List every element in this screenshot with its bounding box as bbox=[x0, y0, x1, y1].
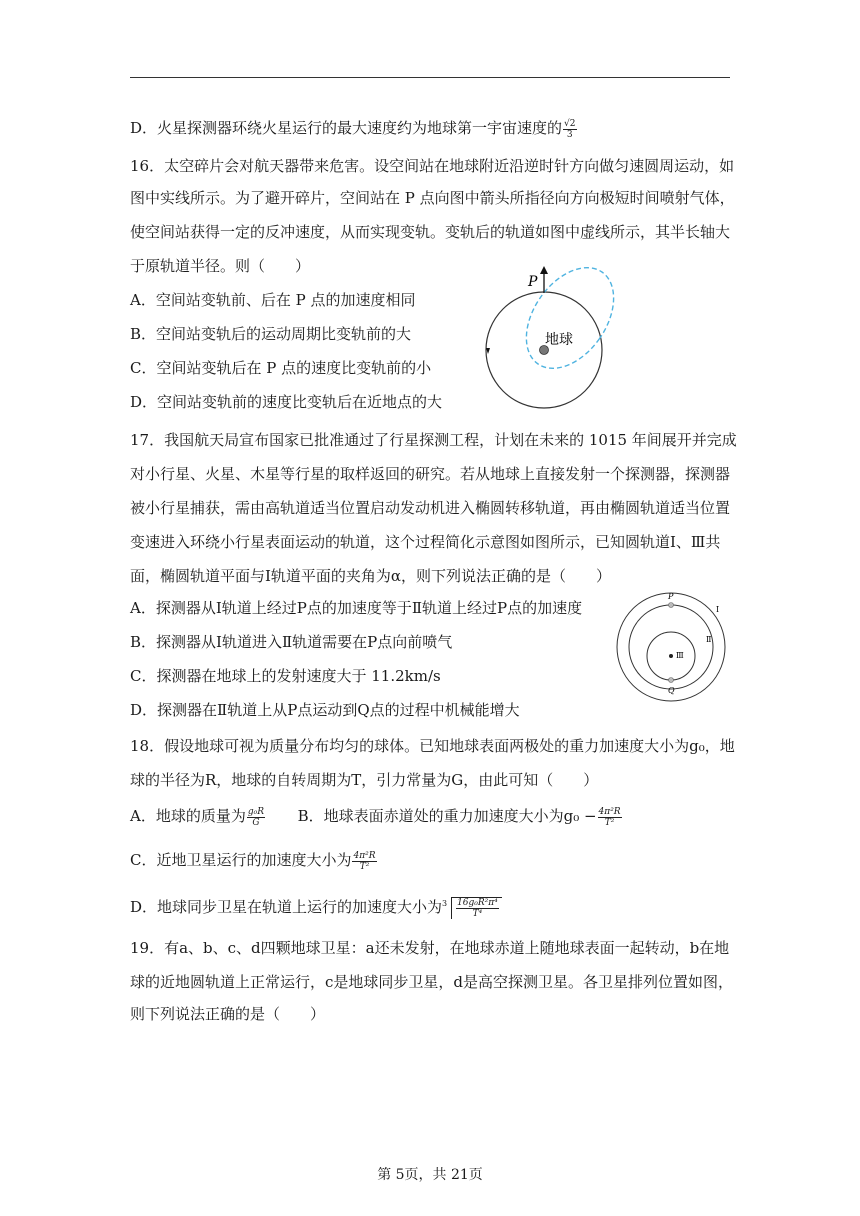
q18-option-c-fraction: $\frac{\text{4π²R}}{\text{T²}}$ bbox=[353, 850, 376, 872]
header-rule bbox=[130, 77, 730, 78]
q17-stem-line3: 被小行星捕获，需由高轨道适当位置启动发动机进入椭圆转移轨道，再由椭圆轨道适当位置 bbox=[130, 499, 731, 517]
q16-label-earth: 地球 bbox=[545, 332, 573, 348]
q17-option-b: B．探测器从Ⅰ轨道进入Ⅱ轨道需要在P点向前喷气 bbox=[130, 633, 453, 651]
q17-stem-line4: 变速进入环绕小行星表面运动的轨道，这个过程简化示意图如图所示，已知圆轨道Ⅰ、Ⅲ共 bbox=[130, 533, 721, 551]
q15-option-d-text: D．火星探测器环绕火星运行的最大速度约为地球第一宇宙速度的 bbox=[130, 119, 563, 137]
q17-label-p: P bbox=[668, 592, 674, 601]
q18-option-d-text: D．地球同步卫星在轨道上运行的加速度大小为 bbox=[130, 898, 443, 916]
q18-stem-line1: 18．假设地球可视为质量分布均匀的球体。已知地球表面两极处的重力加速度大小为g₀，地 bbox=[130, 737, 735, 755]
q19-stem-line3: 则下列说法正确的是（ ） bbox=[130, 1005, 326, 1023]
q17-option-c: C．探测器在地球上的发射速度大于 11.2km/s bbox=[130, 667, 441, 685]
q18-option-c bbox=[130, 850, 378, 872]
q18-option-a-fraction: $\frac{\text{g₀R}}{G}$ bbox=[247, 806, 264, 828]
q17-stem-line5: 面，椭圆轨道平面与Ⅰ轨道平面的夹角为α，则下列说法正确的是（ ） bbox=[130, 567, 612, 585]
q18-option-c-text: C．近地卫星运行的加速度大小为 bbox=[130, 851, 352, 869]
q16-stem-line4: 于原轨道半径。则（ ） bbox=[130, 257, 311, 275]
q15-option-d-fraction: $\frac{√2}{3}$ bbox=[564, 118, 576, 140]
q15-option-d bbox=[130, 118, 578, 140]
q19-stem-line2: 球的近地圆轨道上正常运行，c是地球同步卫星，d是高空探测卫星。各卫星排列位置如图， bbox=[130, 973, 734, 991]
q18-stem-line2: 球的半径为R，地球的自转周期为T，引力常量为G，由此可知（ ） bbox=[130, 771, 599, 789]
q16-new-orbit bbox=[508, 260, 618, 385]
q16-orbit-figure bbox=[478, 260, 618, 410]
q18-option-a-text: A．地球的质量为 bbox=[130, 807, 246, 825]
q18-option-b-fraction: $\frac{\text{4π²R}}{\text{T²}}$ bbox=[598, 806, 621, 828]
q17-label-q: Q bbox=[668, 686, 675, 695]
q17-point-q bbox=[669, 678, 674, 683]
q17-label-iii: Ⅲ bbox=[676, 651, 684, 660]
q16-label-p: P bbox=[528, 274, 538, 290]
q17-orbit-figure bbox=[606, 586, 736, 704]
page-footer: 第 5页，共 21页 bbox=[377, 1167, 483, 1183]
q17-asteroid-dot bbox=[669, 654, 673, 658]
q18-option-d-radical: 3 $\frac{\text{16g₀R²π⁴}}{\text{T⁴}}$ bbox=[442, 897, 502, 919]
q17-stem-line2: 对小行星、火星、木星等行星的取样返回的研究。若从地球上直接发射一个探测器，探测器 bbox=[130, 465, 731, 483]
q17-label-i: Ⅰ bbox=[716, 605, 720, 614]
q17-orbit-ii bbox=[629, 605, 713, 689]
q16-option-d: D．空间站变轨前的速度比变轨后在近地点的大 bbox=[130, 393, 443, 411]
q16-option-b: B．空间站变轨后的运动周期比变轨前的大 bbox=[130, 325, 412, 343]
q19-stem-line1: 19．有a、b、c、d四颗地球卫星：a还未发射，在地球赤道上随地球表面一起转动，b在地 bbox=[130, 939, 730, 957]
q16-option-a: A．空间站变轨前、后在 P 点的加速度相同 bbox=[130, 291, 416, 309]
q17-label-ii: Ⅱ bbox=[706, 635, 712, 644]
q17-orbit-i bbox=[617, 593, 725, 701]
q17-stem-line1: 17．我国航天局宣布国家已批准通过了行星探测工程，计划在未来的 1015 年间展开并完成 bbox=[130, 431, 737, 449]
q18-option-d bbox=[130, 897, 502, 919]
q16-stem-line3: 使空间站获得一定的反冲速度，从而实现变轨。变轨后的轨道如图中虚线所示，其半长轴大 bbox=[130, 223, 731, 241]
q16-option-c: C．空间站变轨后在 P 点的速度比变轨前的小 bbox=[130, 359, 432, 377]
q16-arrow-head bbox=[540, 266, 548, 274]
q16-stem-line1: 16．太空碎片会对航天器带来危害。设空间站在地球附近沿逆时针方向做匀速圆周运动，如 bbox=[130, 157, 735, 175]
q16-stem-line2: 图中实线所示。为了避开碎片，空间站在 P 点向图中箭头所指径向方向极短时间喷射气体， bbox=[130, 189, 735, 207]
q18-option-b-text: B．地球表面赤道处的重力加速度大小为g₀ − bbox=[297, 807, 597, 825]
q17-option-d: D．探测器在Ⅱ轨道上从P点运动到Q点的过程中机械能增大 bbox=[130, 701, 520, 719]
q17-option-a: A．探测器从Ⅰ轨道上经过P点的加速度等于Ⅱ轨道上经过P点的加速度 bbox=[130, 599, 583, 617]
q18-option-a-b bbox=[130, 806, 623, 828]
q17-point-p bbox=[669, 603, 674, 608]
